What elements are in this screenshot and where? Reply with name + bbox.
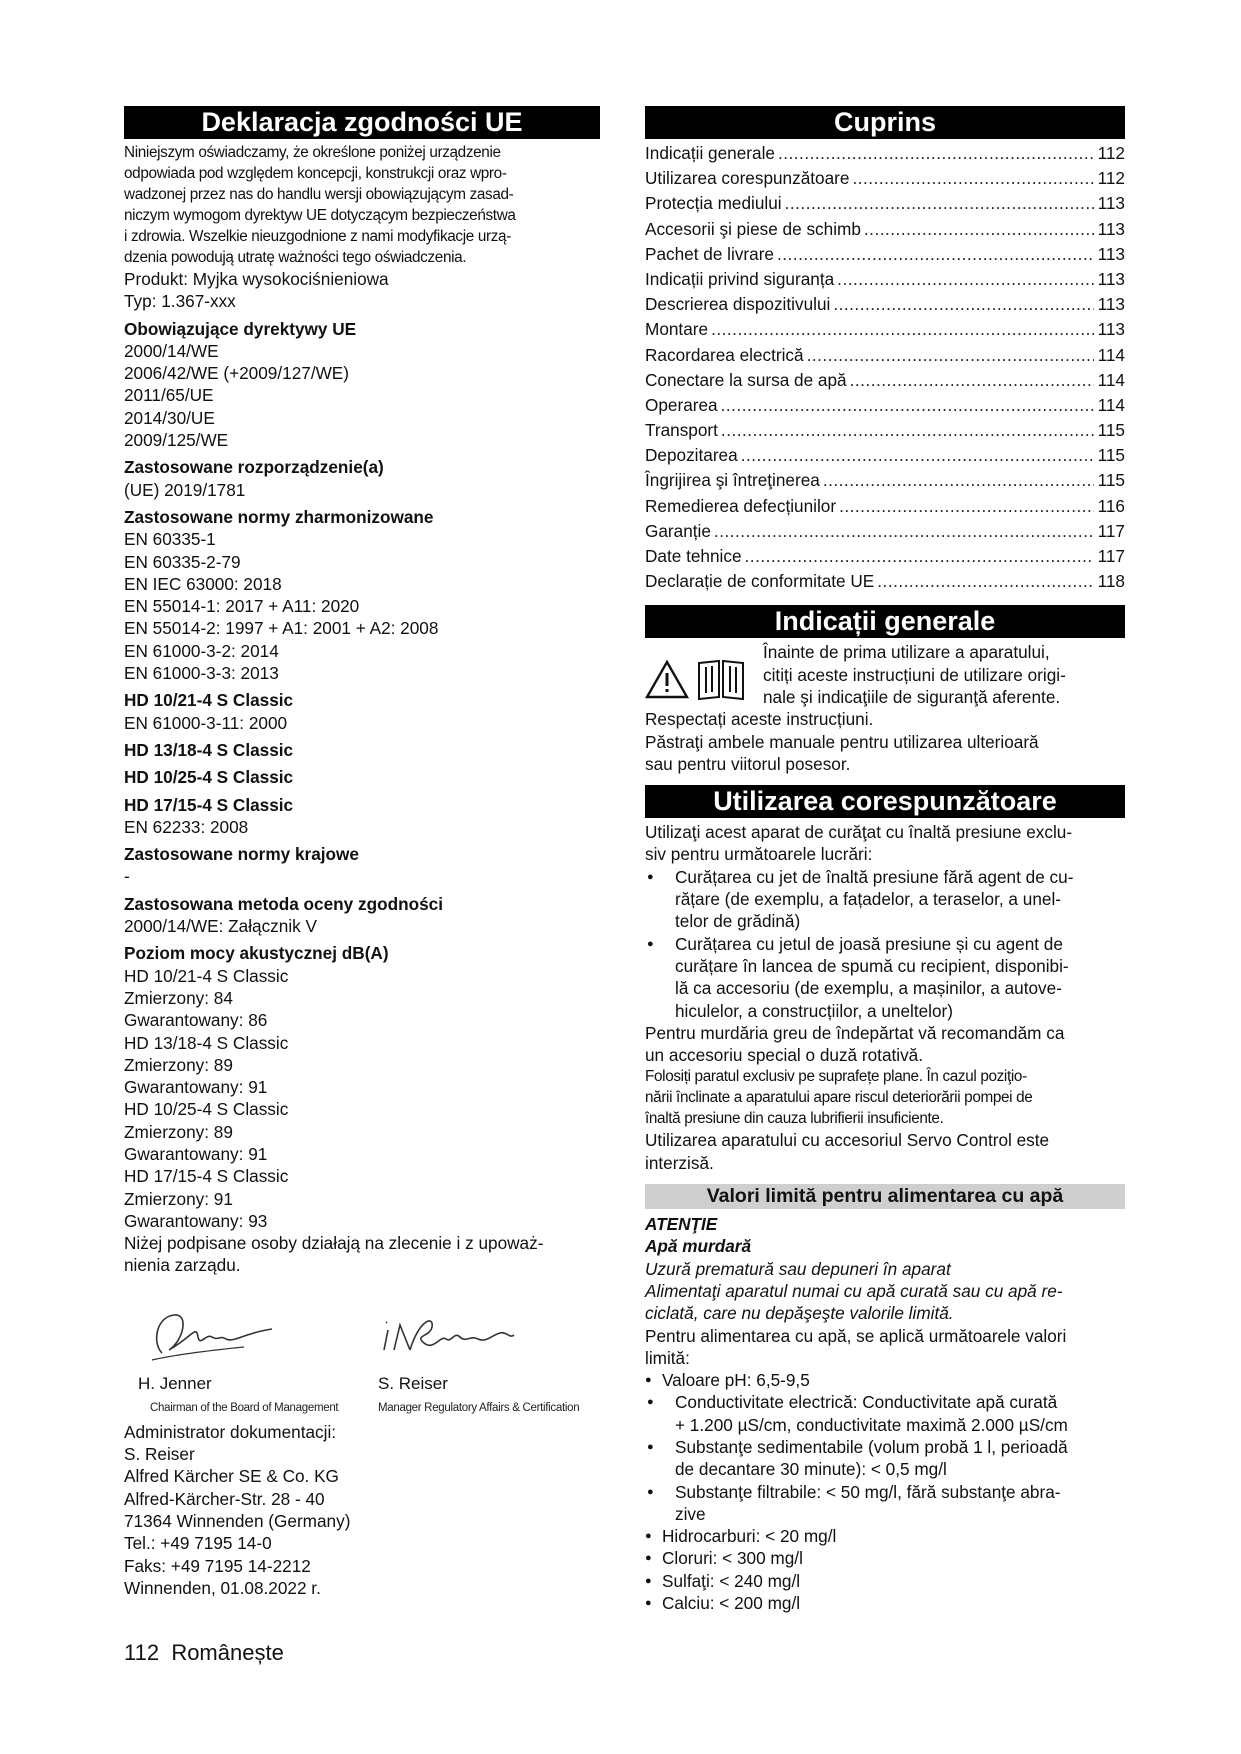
text-line: ● Conductivitate electrică: Conductivitate apă curată [675,1392,1058,1413]
toc-item[interactable] [645,469,1125,494]
usage-bullet [645,933,1125,1022]
sound-line: HD 10/21-4 S Classic [124,965,289,986]
admin-line: Alfred Kärcher SE & Co. KG [124,1466,339,1487]
signer-name: S. Reiser [378,1373,448,1393]
warning-title: Apă murdară [645,1236,752,1257]
national-title: Zastosowane normy krajowe [124,844,359,865]
toc-item[interactable] [645,394,1125,419]
text-line: nării înclinate a aparatului apare riscul deteriorării pompei de [645,1089,1033,1107]
toc-item[interactable] [645,570,1125,595]
toc-item[interactable] [645,243,1125,268]
toc-title: Declarație de conformitate UE [645,571,875,592]
toc-dots [745,545,1094,567]
limit-item [645,1547,1125,1569]
directive-item: 2011/65/UE [124,385,214,406]
general-intro-text [763,641,1066,708]
toc-page: 118 [1097,571,1125,592]
text-line: Înainte de prima utilizare a aparatului, [763,642,1050,663]
toc-dots [807,344,1094,366]
sound-line: Zmierzony: 91 [124,1188,233,1209]
text-line: Utilizaţi acest aparat de curăţat cu înaltă presiune exclu- [645,822,1073,843]
norm-item: EN 61000-3-2: 2014 [124,640,279,661]
toc-dots [777,243,1094,265]
admin-line: Winnenden, 01.08.2022 r. [124,1577,321,1598]
intro-line: odpowiada pod względem koncepcji, konstrukcji oraz wpro- [124,165,507,182]
toc-dots [837,268,1094,290]
text-line: ● Curățarea cu jetul de joasă presiune și cu agent de [675,933,1063,954]
signers-note: nienia zarządu. [124,1255,241,1276]
toc-title: Descrierea dispozitivului [645,294,831,315]
content-column [645,106,1125,1614]
text-line: Folosiți paratul exclusiv pe suprafețe plane. În cazul poziţio- [645,1068,1027,1086]
text-line: hiculelor, a construcțiilor, a uneltelor) [675,1000,954,1021]
text-line: Păstraţi ambele manuale pentru utilizarea ulterioară [645,731,1039,752]
toc-title: Montare [645,319,709,340]
toc-item[interactable] [645,293,1125,318]
limit-item [645,1592,1125,1614]
intro-line: Niniejszym oświadczamy, że określone poniżej urządzenie [124,144,501,161]
toc-page: 114 [1097,394,1125,415]
admin-line: Tel.: +49 7195 14-0 [124,1533,272,1554]
toc-page: 112 [1097,143,1125,163]
admin-line: S. Reiser [124,1444,195,1465]
toc-title: Transport [645,420,718,441]
sound-title: Poziom mocy akustycznej dB(A) [124,943,389,964]
text-line: ● Substanţe sedimentabile (volum probă 1 l, perioadă [675,1436,1068,1457]
toc-page: 114 [1097,369,1125,390]
toc-page: 116 [1097,495,1125,516]
text-line: de decantare 30 minute): < 0,5 mg/l [675,1459,947,1480]
norm-item: EN 62233: 2008 [124,816,249,837]
toc-title: Accesorii şi piese de schimb [645,218,861,239]
text-line: siv pentru următoarele lucrări: [645,844,873,865]
text-line: un accesoriu special o duză rotativă. [645,1045,924,1066]
signers-note: Niżej podpisane osoby działają na zlecenie i z upoważ- [124,1233,544,1254]
usage-note [645,1066,1125,1129]
limit-item [645,1481,1125,1526]
limits-header: Valori limită pentru alimentarea cu apă [645,1184,1125,1209]
norm-item: EN 61000-3-11: 2000 [124,712,288,733]
toc-page: 113 [1097,268,1125,289]
page-footer [124,1640,284,1666]
norm-item: EN 55014-2: 1997 + A1: 2001 + A2: 2008 [124,618,439,639]
signature-reiser-image [374,1295,524,1365]
text-line: Hidrocarburi: < 20 mg/l [662,1526,837,1547]
toc-title: Date tehnice [645,546,742,566]
warning-label: ATENŢIE [645,1214,718,1235]
signature-jenner [134,1295,334,1380]
method-title: Zastosowana metoda oceny zgodności [124,893,443,914]
signer-role: Chairman of the Board of Management [150,1401,339,1414]
text-line: ● Curățarea cu jet de înaltă presiune fără agent de cu- [675,866,1074,887]
page-number: 112 [124,1640,160,1665]
signer-name: H. Jenner [138,1373,212,1393]
toc-item[interactable] [645,369,1125,394]
toc-dots [833,293,1094,315]
admin-line: Alfred-Kärcher-Str. 28 - 40 [124,1488,325,1509]
toc-dots [711,318,1094,340]
toc-page: 115 [1097,470,1125,491]
toc-item[interactable] [645,268,1125,293]
limit-item [645,1369,1125,1391]
usage-bullet [645,866,1125,933]
admin-line: Faks: +49 7195 14-2212 [124,1555,311,1576]
toc-item[interactable] [645,520,1125,545]
text-line: telor de grădină) [675,911,801,932]
toc-item[interactable] [645,167,1125,192]
toc-dots [721,419,1094,441]
text-line: Pentru murdăria greu de îndepărtat vă recomandăm ca [645,1022,1065,1043]
toc-item[interactable] [645,142,1125,167]
directives-title: Obowiązujące dyrektywy UE [124,318,357,339]
toc-page: 113 [1097,294,1125,315]
signature-reiser [374,1295,524,1370]
declaration-intro [124,142,600,268]
warning-line: Alimentaţi aparatul numai cu apă curată sau cu apă re- [645,1280,1063,1301]
norm-item: EN IEC 63000: 2018 [124,573,282,594]
toc-title: Indicații generale [645,143,775,163]
toc-title: Depozitarea [645,445,738,466]
intro-line: dzenia powodują utratę ważności tego oświadczenia. [124,249,467,266]
text-line: limită: [645,1347,690,1368]
toc-title: Remedierea defecțiunilor [645,495,837,516]
product: Produkt: Myjka wysokociśnieniowa [124,269,389,289]
general-icons [645,641,763,708]
toc-item[interactable] [645,218,1125,243]
toc-header: Cuprins [645,106,1125,139]
norm-item: EN 55014-1: 2017 + A11: 2020 [124,596,360,617]
text-line: rățare (de exemplu, a fațadelor, a teraselor, a unel- [675,889,1061,910]
sound-line: Gwarantowany: 86 [124,1010,268,1031]
regulation-item: (UE) 2019/1781 [124,479,246,500]
national-item: - [124,866,130,887]
toc-page: 113 [1097,319,1125,340]
usage-header: Utilizarea corespunzătoare [645,785,1125,818]
text-line: Calciu: < 200 mg/l [662,1593,801,1614]
directive-item: 2009/125/WE [124,430,229,451]
sound-line: Zmierzony: 84 [124,987,233,1008]
toc-title: Protecția mediului [645,193,782,214]
toc-page: 113 [1097,193,1125,214]
sound-line: Gwarantowany: 91 [124,1077,268,1098]
text-line: lă ca accesoriu (de exemplu, a mașinilor, a autove- [675,978,1062,999]
type: Typ: 1.367-xxx [124,291,236,312]
text-line: + 1.200 µS/cm, conductivitate maximă 2.000 µS/cm [675,1414,1068,1435]
toc-page: 117 [1097,546,1125,566]
norm-item: EN 60335-1 [124,529,216,550]
text-line: Sulfaţi: < 240 mg/l [662,1570,801,1591]
admin-line: Administrator dokumentacji: [124,1421,337,1442]
text-line: zive [675,1503,706,1524]
regulation-title: Zastosowane rozporządzenie(a) [124,457,384,478]
toc-dots [839,495,1094,517]
intro-line: wadzonej przez nas do handlu wersji obowiązującym zasad- [124,186,514,203]
toc-title: Conectare la sursa de apă [645,369,847,390]
admin-line: 71364 Winnenden (Germany) [124,1510,351,1531]
sound-line: Gwarantowany: 91 [124,1143,268,1164]
toc-page: 113 [1097,218,1125,239]
limit-item [645,1391,1125,1436]
harmonized-title: Zastosowane normy zharmonizowane [124,506,434,527]
text-line: interzisă. [645,1152,714,1173]
toc-item[interactable] [645,192,1125,217]
directive-item: 2000/14/WE [124,340,219,361]
intro-line: i zdrowia. Wszelkie nieuzgodnione z nami modyfikacje urzą- [124,228,511,245]
footer-language: Românește [171,1640,284,1665]
toc-page: 113 [1097,243,1125,264]
directive-item: 2014/30/UE [124,407,215,428]
toc-dots [785,192,1094,214]
declaration-header: Deklaracja zgodności UE [124,106,600,139]
text-line: citiți aceste instrucțiuni de utilizare origi- [763,664,1066,685]
toc-page: 112 [1097,168,1125,189]
norm-item: EN 60335-2-79 [124,551,241,572]
signatures [124,1295,600,1413]
text-line: curățare în lancea de spumă cu recipient, disponibi- [675,955,1069,976]
toc-page: 114 [1097,344,1125,365]
general-header: Indicații generale [645,605,1125,638]
model-title: HD 10/21-4 S Classic [124,690,294,711]
toc-dots [877,570,1094,592]
method-item: 2000/14/WE: Załącznik V [124,916,317,937]
toc-list [645,142,1125,595]
norm-item: EN 61000-3-3: 2013 [124,663,279,684]
sound-line: Zmierzony: 89 [124,1054,233,1075]
toc-dots [864,218,1094,240]
toc-page: 115 [1097,420,1125,441]
manual-book-icon [695,657,747,701]
text-line: ● Substanţe filtrabile: < 50 mg/l, fără substanţe abra- [675,1481,1061,1502]
text-line: sau pentru viitorul posesor. [645,753,851,774]
toc-item[interactable] [645,344,1125,369]
model-title: HD 17/15-4 S Classic [124,794,294,815]
toc-page: 115 [1097,445,1125,466]
sound-line: HD 10/25-4 S Classic [124,1099,289,1120]
text-line: Utilizarea aparatului cu accesoriul Servo Control este [645,1130,1050,1151]
signer-role: Manager Regulatory Affairs & Certification [378,1401,580,1414]
sound-line: Gwarantowany: 93 [124,1210,268,1231]
toc-dots [714,520,1094,542]
limit-item [645,1570,1125,1592]
warning-icon [645,659,689,699]
toc-title: Operarea [645,394,718,415]
sound-line: Zmierzony: 89 [124,1121,233,1142]
toc-title: Pachet de livrare [645,243,774,264]
warning-line: Uzură prematură sau depuneri în aparat [645,1258,951,1279]
model-title: HD 10/25-4 S Classic [124,767,294,788]
warning-line: ciclată, care nu depăşeşte valorile limită. [645,1303,954,1324]
sound-line: HD 13/18-4 S Classic [124,1032,289,1053]
toc-title: Îngrijirea şi întreţinerea [645,470,820,491]
toc-dots [721,394,1094,416]
sound-line: HD 17/15-4 S Classic [124,1166,289,1187]
limit-item [645,1525,1125,1547]
limit-item [645,1436,1125,1481]
text-line: Valoare pH: 6,5-9,5 [662,1370,810,1391]
toc-dots [741,444,1094,466]
toc-title: Utilizarea corespunzătoare [645,168,850,189]
intro-line: niczym wymogom dyrektyw UE dotyczącym bezpieczeństwa [124,207,516,224]
toc-dots [850,369,1094,391]
toc-dots [823,469,1094,491]
toc-dots [778,142,1094,164]
directive-item: 2006/42/WE (+2009/127/WE) [124,363,349,384]
text-line: Respectați aceste instrucțiuni. [645,709,874,730]
toc-page: 117 [1097,520,1125,541]
toc-item[interactable] [645,444,1125,469]
toc-item[interactable] [645,545,1125,570]
toc-title: Indicații privind siguranța [645,268,835,289]
declaration-column [124,106,600,1599]
general-intro [645,641,1125,708]
toc-item[interactable] [645,495,1125,520]
text-line: nale şi indicaţiile de siguranţă aferente. [763,686,1061,707]
toc-item[interactable] [645,318,1125,343]
toc-item[interactable] [645,419,1125,444]
toc-dots [852,167,1094,189]
toc-title: Garanție [645,520,711,541]
model-title: HD 13/18-4 S Classic [124,739,294,760]
signature-jenner-image [134,1295,284,1375]
text-line: înaltă presiune din cauza lubrifierii insuficiente. [645,1110,944,1128]
text-line: Cloruri: < 300 mg/l [662,1548,803,1569]
text-line: Pentru alimentarea cu apă, se aplică următoarele valori [645,1325,1067,1346]
toc-title: Racordarea electrică [645,344,804,365]
